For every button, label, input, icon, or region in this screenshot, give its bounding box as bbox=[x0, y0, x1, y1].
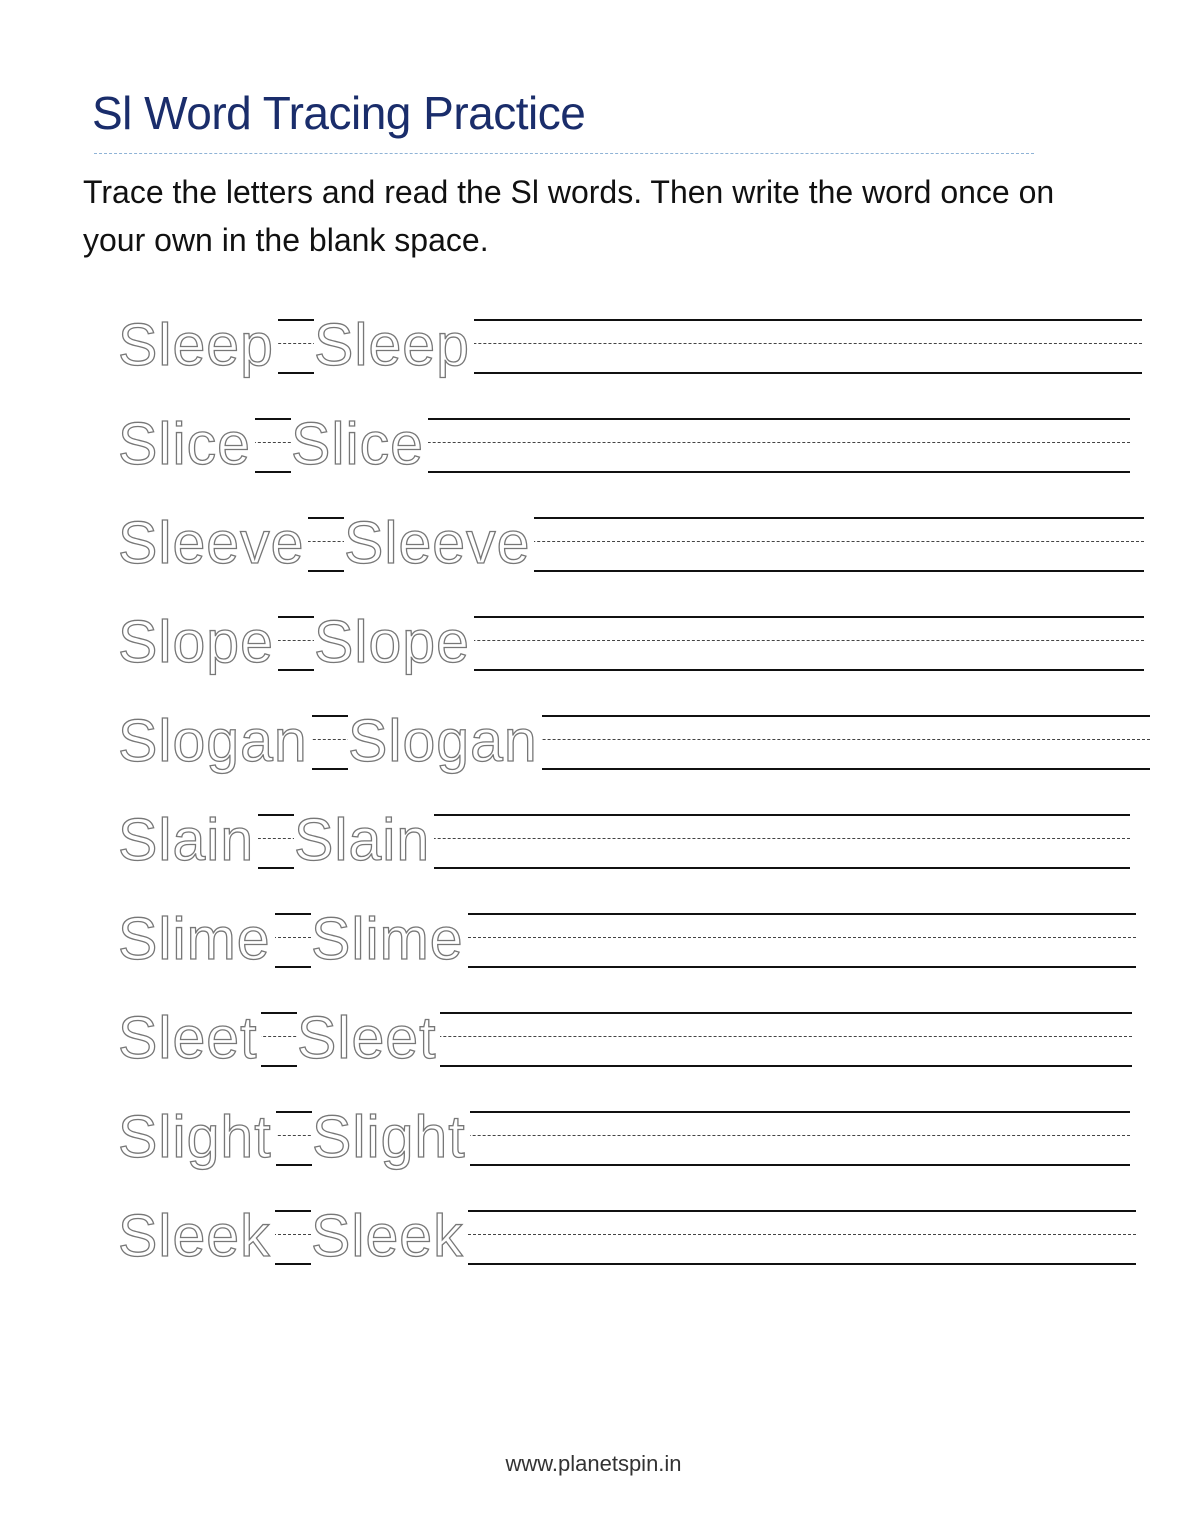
trace-word[interactable]: Slope bbox=[118, 613, 278, 672]
trace-word[interactable]: Slogan bbox=[118, 712, 312, 771]
row-mid-line bbox=[118, 442, 1130, 443]
trace-word-repeat[interactable]: Slice bbox=[291, 415, 428, 474]
row-mid-line bbox=[118, 1036, 1132, 1037]
row-top-line bbox=[118, 418, 1130, 420]
tracing-row-8 bbox=[118, 1005, 1158, 1071]
row-mid-line bbox=[118, 838, 1130, 839]
trace-word[interactable]: Slight bbox=[118, 1108, 276, 1167]
page-title: Sl Word Tracing Practice bbox=[92, 87, 586, 139]
row-top-line bbox=[118, 1012, 1132, 1014]
row-base-line bbox=[118, 1065, 1132, 1067]
trace-word[interactable]: Sleep bbox=[118, 316, 278, 375]
title-divider bbox=[94, 153, 1034, 154]
trace-word[interactable]: Sleet bbox=[118, 1009, 261, 1068]
trace-word[interactable]: Sleeve bbox=[118, 514, 308, 573]
row-top-line bbox=[118, 814, 1130, 816]
trace-word[interactable]: Slice bbox=[118, 415, 255, 474]
tracing-row-6 bbox=[118, 807, 1158, 873]
trace-word-repeat[interactable]: Slope bbox=[314, 613, 474, 672]
trace-word[interactable]: Slain bbox=[118, 811, 258, 870]
trace-word[interactable]: Slime bbox=[118, 910, 275, 969]
tracing-row-5 bbox=[118, 708, 1158, 774]
trace-word-repeat[interactable]: Sleek bbox=[311, 1207, 468, 1266]
tracing-rows bbox=[118, 312, 1158, 1309]
tracing-row-1 bbox=[118, 312, 1158, 378]
trace-word[interactable]: Sleek bbox=[118, 1207, 275, 1266]
row-base-line bbox=[118, 867, 1130, 869]
trace-word-repeat[interactable]: Slight bbox=[312, 1108, 470, 1167]
row-base-line bbox=[118, 471, 1130, 473]
trace-word-repeat[interactable]: Sleet bbox=[297, 1009, 440, 1068]
footer-website: www.planetspin.in bbox=[505, 1451, 682, 1476]
tracing-row-2 bbox=[118, 411, 1158, 477]
tracing-row-7 bbox=[118, 906, 1158, 972]
trace-word-repeat[interactable]: Sleeve bbox=[344, 514, 534, 573]
tracing-row-9 bbox=[118, 1104, 1158, 1170]
instructions-text: Trace the letters and read the Sl words. Then write the word once on your own in the blank space. bbox=[83, 174, 1055, 258]
trace-word-repeat[interactable]: Slime bbox=[311, 910, 468, 969]
tracing-row-3 bbox=[118, 510, 1158, 576]
trace-word-repeat[interactable]: Sleep bbox=[314, 316, 474, 375]
tracing-row-4 bbox=[118, 609, 1158, 675]
tracing-row-10 bbox=[118, 1203, 1158, 1269]
trace-word-repeat[interactable]: Slain bbox=[294, 811, 434, 870]
trace-word-repeat[interactable]: Slogan bbox=[348, 712, 542, 771]
